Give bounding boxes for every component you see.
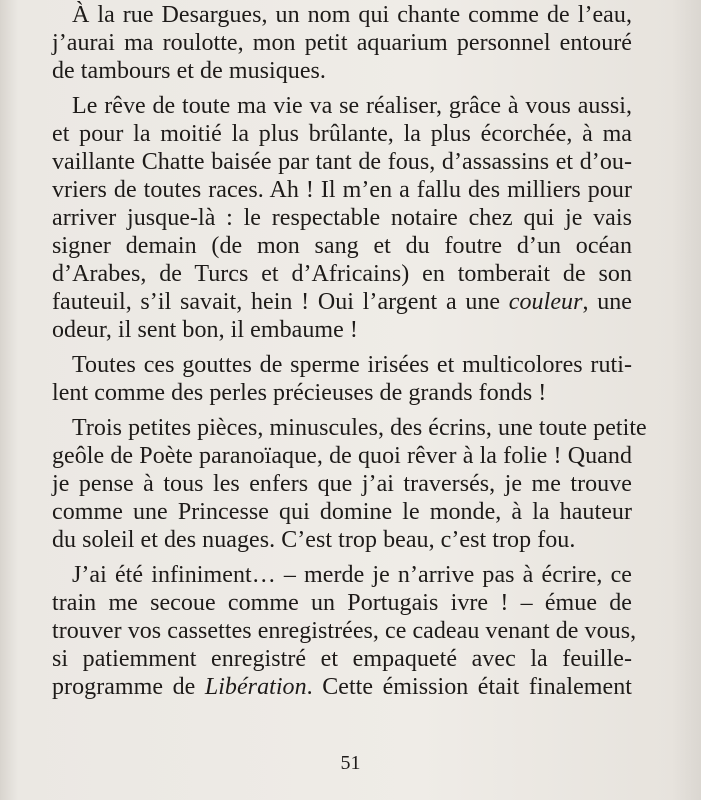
text-line: et pour la moitié la plus brûlante, la plus écorchée, à ma (52, 121, 632, 147)
text-line: lent comme des perles précieuses de grands fonds ! (52, 380, 547, 406)
text-line: je pense à tous les enfers que j’ai traversés, je me trouve (52, 471, 632, 497)
text-line: comme une Princesse qui domine le monde, à la hauteur (52, 499, 632, 525)
text-segment: fauteuil, s’il savait, hein ! Oui l’argent a une (52, 289, 509, 315)
text-segment: . Cette émission était finalement (306, 674, 632, 700)
text-segment: , une (582, 289, 632, 315)
text-line: Trois petites pièces, minuscules, des écrins, une toute petite (72, 415, 647, 441)
text-line: d’Arabes, de Turcs et d’Africains) en tomberait de son (52, 261, 632, 287)
text-line: train me secoue comme un Portugais ivre ! – émue de (52, 590, 632, 616)
italic-word: Libération (204, 674, 307, 700)
page-number: 51 (340, 752, 361, 774)
text-line: À la rue Desargues, un nom qui chante comme de l’eau, (72, 2, 632, 28)
text-line-with-italic (52, 674, 632, 702)
text-line: signer demain (de mon sang et du foutre d’un océan (52, 233, 632, 259)
text-segment: programme de (52, 674, 205, 700)
text-line: arriver jusque-là : le respectable notaire chez qui je vais (52, 205, 632, 231)
text-line: du soleil et des nuages. C’est trop beau, c’est trop fou. (52, 527, 576, 553)
text-line: geôle de Poète paranoïaque, de quoi rêver à la folie ! Quand (52, 443, 632, 469)
text-line: si patiemment enregistré et empaqueté avec la feuille- (52, 646, 632, 672)
text-line: de tambours et de musiques. (52, 58, 326, 84)
text-line: Le rêve de toute ma vie va se réaliser, grâce à vous aussi, (72, 93, 632, 119)
page-text (52, 0, 652, 720)
text-line-with-italic (52, 289, 632, 317)
text-line: odeur, il sent bon, il embaume ! (52, 317, 358, 343)
page-edge-shadow (671, 0, 701, 800)
text-line: vriers de toutes races. Ah ! Il m’en a fallu des milliers pour (52, 177, 632, 203)
text-line: J’ai été infiniment… – merde je n’arrive pas à écrire, ce (72, 562, 632, 588)
text-line: trouver vos cassettes enregistrées, ce cadeau venant de vous, (52, 618, 637, 644)
text-line: vaillante Chatte baisée par tant de fous, d’assassins et d’ou- (52, 149, 632, 175)
text-line: Toutes ces gouttes de sperme irisées et multicolores ruti- (72, 352, 632, 378)
italic-word: couleur (508, 289, 583, 315)
text-line: j’aurai ma roulotte, mon petit aquarium personnel entouré (52, 30, 632, 56)
